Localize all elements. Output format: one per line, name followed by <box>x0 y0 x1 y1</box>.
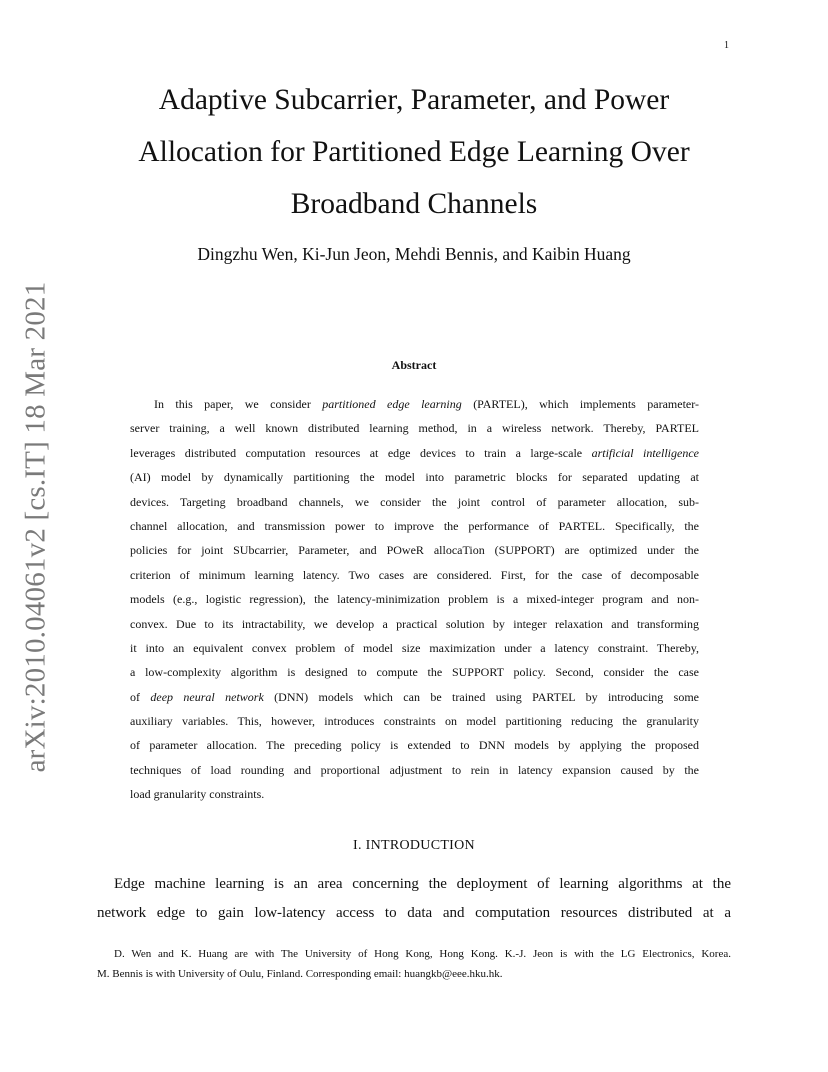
abstract-line: techniques of load rounding and proportional adjustment to rein in latency expansion caused by the <box>130 762 699 777</box>
section-heading-introduction <box>100 838 728 854</box>
arxiv-identifier-stamp: arXiv:2010.04061v2 [cs.IT] 18 Mar 2021 <box>19 281 52 773</box>
abstract-line: load granularity constraints. <box>130 787 265 802</box>
author-list: Dingzhu Wen, Ki-Jun Jeon, Mehdi Bennis, and Kaibin Huang <box>197 244 631 264</box>
abstract-line: models (e.g., logistic regression), the latency-minimization problem is a mixed-integer program and non- <box>130 592 699 607</box>
section-title-initial: I <box>365 838 371 853</box>
abstract-line: policies for joint SUbcarrier, Parameter, and POweR allocaTion (SUPPORT) are optimized under the <box>130 543 699 558</box>
author-affiliation-footnote <box>97 944 731 984</box>
abstract-line: (AI) model by dynamically partitioning the model into parametric blocks for separated updating at <box>130 470 699 485</box>
section-title-rest: NTRODUCTION <box>370 838 475 853</box>
introduction-line: network edge to gain low-latency access to data and computation resources distributed at a <box>97 905 731 921</box>
section-number: I. <box>353 838 362 853</box>
abstract-line: leverages distributed computation resources at edge devices to train a large-scale artificial intelligence <box>130 445 699 460</box>
title-line: Broadband Channels <box>290 188 538 220</box>
abstract-line: convex. Due to its intractability, we develop a practical solution by integer relaxation and transforming <box>130 616 699 631</box>
abstract-line: In this paper, we consider partitioned edge learning (PARTEL), which implements parameter- <box>154 397 699 411</box>
abstract-line: channel allocation, and transmission power to improve the performance of PARTEL. Specifically, the <box>130 518 699 533</box>
abstract-line: auxiliary variables. This, however, introduces constraints on model partitioning reducing the granularity <box>130 714 699 729</box>
title-line: Allocation for Partitioned Edge Learning Over <box>138 136 690 168</box>
title-line: Adaptive Subcarrier, Parameter, and Power <box>158 84 670 116</box>
introduction-body <box>97 870 731 928</box>
abstract-line: of parameter allocation. The preceding policy is extended to DNN models by applying the proposed <box>130 738 699 753</box>
footnote-line: M. Bennis is with University of Oulu, Finland. Corresponding email: huangkb@eee.hku.hk. <box>97 968 503 980</box>
abstract-line: it into an equivalent convex problem of model size maximization under a latency constraint. Thereby, <box>130 640 699 655</box>
abstract-line: server training, a well known distributed learning method, in a wireless network. Thereby, PARTEL <box>130 421 699 436</box>
abstract-line: criterion of minimum learning latency. Two cases are considered. First, for the case of decomposable <box>130 567 699 582</box>
abstract-line: of deep neural network (DNN) models which can be trained using PARTEL by introducing some <box>130 689 699 704</box>
introduction-line: Edge machine learning is an area concerning the deployment of learning algorithms at the <box>114 876 731 892</box>
footnote-line: D. Wen and K. Huang are with The University of Hong Kong, Hong Kong. K.-J. Jeon is with the LG Electronics, Korea. <box>114 948 731 960</box>
abstract-heading: Abstract <box>391 358 437 372</box>
page-number: 1 <box>724 40 729 51</box>
paper-title <box>100 74 728 230</box>
abstract-body <box>130 392 699 807</box>
abstract-line: devices. Targeting broadband channels, we consider the joint control of parameter allocation, sub- <box>130 494 699 509</box>
abstract-line: a low-complexity algorithm is designed to compute the SUPPORT policy. Second, consider the case <box>130 665 699 680</box>
